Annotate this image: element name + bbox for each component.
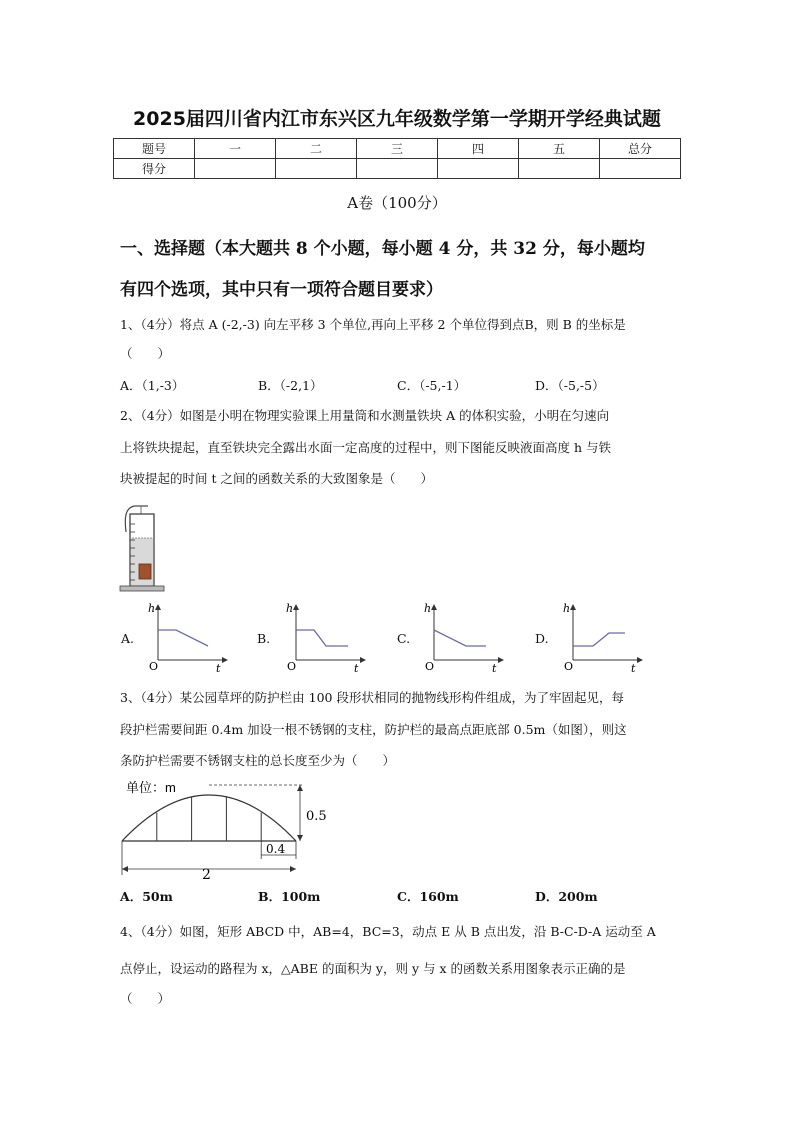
- score-table-header-row: [114, 139, 681, 159]
- height-label: 0.5: [306, 809, 327, 824]
- q2-text-line2: 上将铁块提起，直至铁块完全露出水面一定高度的过程中，则下图能反映液面高度 h 与铁: [120, 440, 611, 455]
- width-label: 2: [202, 867, 211, 883]
- section-heading-line2: 有四个选项，其中只有一项符合题目要求）: [120, 280, 443, 300]
- q3-text-line2: 段护栏需要间距 0.4m 加设一根不锈钢的支柱，防护栏的最高点距底部 0.5m（如图），则这: [120, 722, 627, 737]
- graduated-cylinder-figure: [118, 502, 168, 594]
- q2-graph-c[interactable]: [422, 602, 504, 675]
- score-cell: 四: [438, 139, 519, 159]
- q1-option-c[interactable]: C．（-5,-1）: [397, 378, 467, 393]
- score-cell: 二: [276, 139, 357, 159]
- score-cell: 题号: [114, 139, 195, 159]
- q2-option-b-label[interactable]: B.: [257, 631, 271, 646]
- q4-text-line3: （ ）: [120, 991, 171, 1006]
- q3-text-line1: 3、（4分）某公园草坪的防护栏由 100 段形状相同的抛物线形构件组成，为了牢固起见，每: [120, 690, 624, 705]
- axis-t-label: t: [354, 662, 359, 675]
- axis-h-label: h: [148, 602, 156, 615]
- origin-label: O: [287, 660, 297, 673]
- parabolic-fence-figure: [118, 775, 328, 881]
- score-input-cell[interactable]: [276, 159, 357, 179]
- score-input-cell[interactable]: [357, 159, 438, 179]
- q4-text-line1: 4、（4分）如图，矩形 ABCD 中，AB=4，BC=3，动点 E 从 B 点出发，沿 B-C-D-A 运动至 A: [120, 924, 656, 939]
- q3-option-a[interactable]: A．50m: [120, 889, 173, 904]
- q2-graph-d[interactable]: [561, 602, 643, 675]
- q2-text-line3: 块被提起的时间 t 之间的函数关系的大致图象是（ ）: [120, 471, 433, 486]
- q2-text-line1: 2、（4分）如图是小明在物理实验课上用量筒和水测量铁块 A 的体积实验，小明在匀速向: [120, 408, 610, 423]
- axis-h-label: h: [286, 602, 294, 615]
- axis-t-label: t: [631, 662, 636, 675]
- q3-option-d[interactable]: D．200m: [535, 889, 598, 904]
- spacing-label: 0.4: [266, 842, 286, 856]
- q3-option-c[interactable]: C．160m: [397, 889, 459, 904]
- origin-label: O: [149, 660, 159, 673]
- axis-t-label: t: [492, 662, 497, 675]
- score-cell: 总分: [600, 139, 681, 159]
- q1-option-a[interactable]: A．（1,-3）: [120, 378, 185, 393]
- score-cell: 五: [519, 139, 600, 159]
- q3-option-b[interactable]: B．100m: [258, 889, 321, 904]
- volume-heading: A卷（100分）: [347, 194, 447, 212]
- score-input-cell[interactable]: [438, 159, 519, 179]
- unit-label: 单位：m: [126, 780, 176, 795]
- q2-option-d-label[interactable]: D.: [535, 631, 549, 646]
- score-table: [113, 138, 681, 179]
- q3-text-line3: 条防护栏需要不锈钢支柱的总长度至少为（ ）: [120, 753, 396, 768]
- axis-h-label: h: [563, 602, 571, 615]
- q1-text-line2: （ ）: [120, 346, 171, 361]
- axis-t-label: t: [216, 662, 221, 675]
- q2-graph-a[interactable]: [146, 602, 228, 675]
- q1-text-line1: 1、（4分）将点 A (-2,-3) 向左平移 3 个单位,再向上平移 2 个单位得到点B，则 B 的坐标是: [120, 317, 626, 332]
- q2-option-c-label[interactable]: C.: [397, 631, 411, 646]
- q2-option-a-label[interactable]: A.: [121, 631, 135, 646]
- section-heading-line1: 一、选择题（本大题共 8 个小题，每小题 4 分，共 32 分，每小题均: [120, 239, 645, 259]
- score-cell: 一: [195, 139, 276, 159]
- score-cell: 三: [357, 139, 438, 159]
- score-input-cell[interactable]: [519, 159, 600, 179]
- origin-label: O: [425, 660, 435, 673]
- q1-option-d[interactable]: D．（-5,-5）: [535, 378, 605, 393]
- origin-label: O: [564, 660, 574, 673]
- score-cell: 得分: [114, 159, 195, 179]
- score-table-score-row: [114, 159, 681, 179]
- score-input-cell[interactable]: [600, 159, 681, 179]
- q1-option-b[interactable]: B．（-2,1）: [258, 378, 323, 393]
- q4-text-line2: 点停止，设运动的路程为 x，△ABE 的面积为 y，则 y 与 x 的函数关系用图象表示正确的是: [120, 961, 626, 976]
- axis-h-label: h: [424, 602, 432, 615]
- exam-title: 2025届四川省内江市东兴区九年级数学第一学期开学经典试题: [133, 108, 661, 130]
- score-input-cell[interactable]: [195, 159, 276, 179]
- q2-graph-b[interactable]: [284, 602, 366, 675]
